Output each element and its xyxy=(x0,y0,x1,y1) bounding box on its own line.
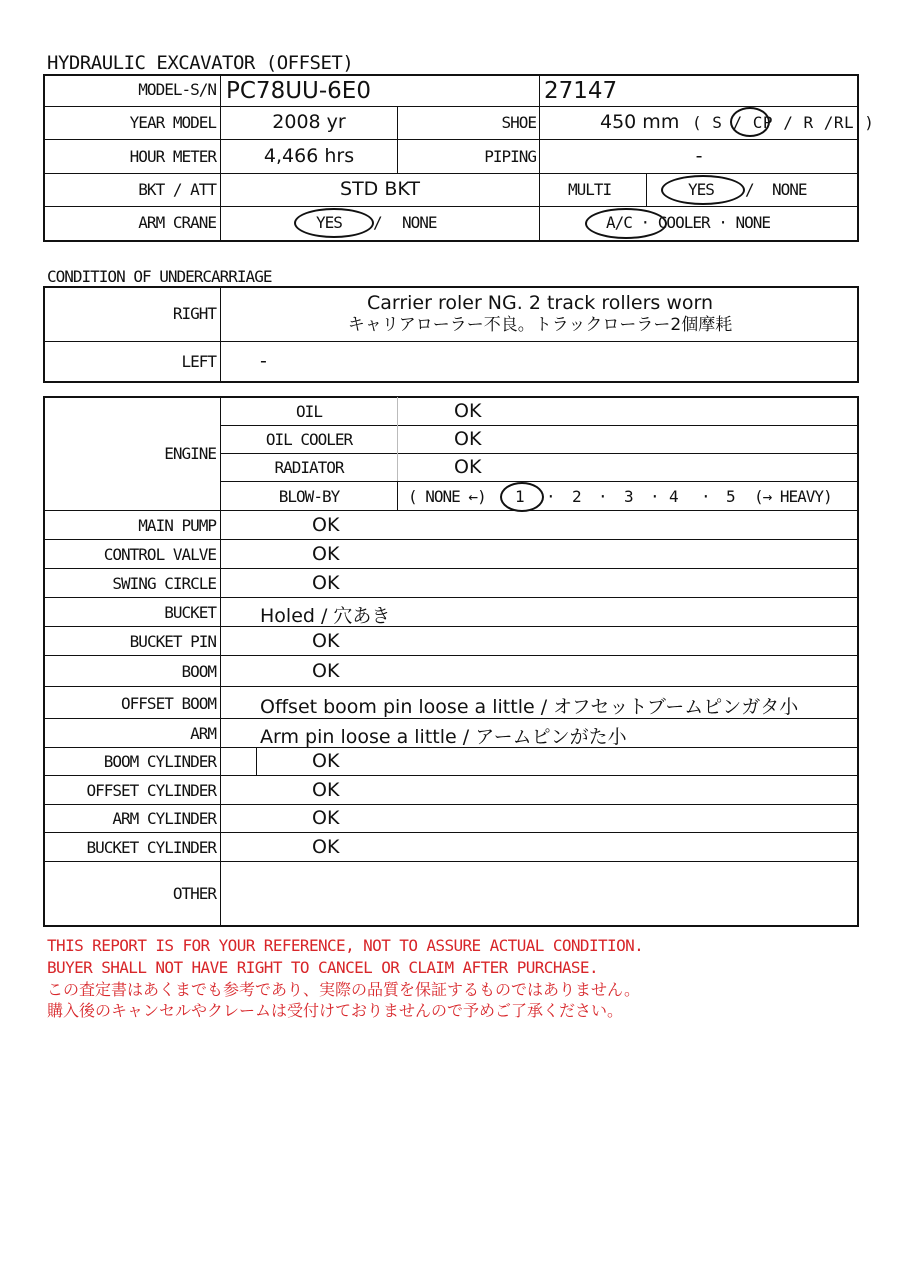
main-pump-label: MAIN PUMP xyxy=(138,516,216,535)
ac-options: A/C · COOLER · NONE xyxy=(606,213,771,232)
blowby-level-4: 4 xyxy=(669,487,678,506)
right-value-en: Carrier roler NG. 2 track rollers worn xyxy=(366,292,714,314)
multi-selected-circle xyxy=(661,175,745,205)
offset-boom-value: Offset boom pin loose a little / オフセットブームピンガタ小 xyxy=(260,696,799,718)
ac-selected-circle xyxy=(585,208,667,239)
left-value: - xyxy=(260,350,267,372)
radiator-label: RADIATOR xyxy=(274,458,344,477)
hour-meter-label: HOUR METER xyxy=(129,147,216,166)
piping-label: PIPING xyxy=(484,147,536,166)
shoe-selected-circle xyxy=(730,107,770,137)
page-title: HYDRAULIC EXCAVATOR (OFFSET) xyxy=(47,52,354,74)
arm-crane-label: ARM CRANE xyxy=(138,213,216,232)
model-label: MODEL-S/N xyxy=(138,80,216,99)
other-label: OTHER xyxy=(172,884,216,903)
engine-label: ENGINE xyxy=(164,444,216,463)
bucket-cylinder-label: BUCKET CYLINDER xyxy=(86,838,216,857)
bkt-att-value: STD BKT xyxy=(340,178,420,200)
swing-circle-value: OK xyxy=(312,572,340,594)
offset-cylinder-value: OK xyxy=(312,779,340,801)
offset-boom-label: OFFSET BOOM xyxy=(121,694,216,713)
bucket-value: Holed / 穴あき xyxy=(260,605,391,627)
blowby-level-5: 5 xyxy=(726,487,735,506)
offset-cylinder-label: OFFSET CYLINDER xyxy=(86,781,216,800)
control-valve-value: OK xyxy=(312,543,340,565)
undercarriage-heading: CONDITION OF UNDERCARRIAGE xyxy=(47,267,272,286)
left-label: LEFT xyxy=(181,352,216,371)
hour-meter-value: 4,466 hrs xyxy=(263,145,355,167)
bkt-att-label: BKT / ATT xyxy=(138,180,216,199)
blowby-heavy: (→ HEAVY) xyxy=(754,487,832,506)
disclaimer-line-2: BUYER SHALL NOT HAVE RIGHT TO CANCEL OR CLAIM AFTER PURCHASE. xyxy=(47,958,599,977)
arm-value: Arm pin loose a little / アームピンがた小 xyxy=(260,726,627,748)
oil-value: OK xyxy=(454,400,482,422)
shoe-options: ( S / CP / R /RL ) xyxy=(692,113,875,132)
blowby-label: BLOW-BY xyxy=(278,487,340,506)
serial-value: 27147 xyxy=(544,78,618,104)
arm-crane-selected-circle xyxy=(294,208,374,238)
boom-cylinder-value: OK xyxy=(312,750,340,772)
year-label: YEAR MODEL xyxy=(129,113,216,132)
bucket-pin-label: BUCKET PIN xyxy=(129,632,216,651)
right-value-jp: キャリアローラー不良。トラックローラー2個摩耗 xyxy=(347,315,733,335)
boom-value: OK xyxy=(312,660,340,682)
blowby-level-3: 3 xyxy=(624,487,633,506)
bucket-pin-value: OK xyxy=(312,630,340,652)
blowby-selected-circle xyxy=(500,482,544,512)
model-value: PC78UU-6E0 xyxy=(226,78,371,104)
radiator-value: OK xyxy=(454,456,482,478)
multi-label: MULTI xyxy=(568,180,612,199)
multi-yes: YES xyxy=(688,180,714,199)
arm-crane-none: NONE xyxy=(402,213,437,232)
disclaimer-line-3: この査定書はあくまでも参考であり、実際の品質を保証するものではありません。 xyxy=(47,980,640,999)
control-valve-label: CONTROL VALVE xyxy=(103,545,216,564)
swing-circle-label: SWING CIRCLE xyxy=(112,574,216,593)
blowby-level-1: 1 xyxy=(515,487,524,506)
arm-cylinder-label: ARM CYLINDER xyxy=(112,809,216,828)
oil-label: OIL xyxy=(296,402,322,421)
year-value: 2008 yr xyxy=(272,111,346,133)
main-pump-value: OK xyxy=(312,514,340,536)
shoe-size: 450 mm xyxy=(600,111,680,133)
bucket-cylinder-value: OK xyxy=(312,836,340,858)
shoe-label: SHOE xyxy=(501,113,536,132)
right-label: RIGHT xyxy=(172,304,216,323)
arm-cylinder-value: OK xyxy=(312,807,340,829)
disclaimer-line-4: 購入後のキャンセルやクレームは受付けておりませんので予めご了承ください。 xyxy=(47,1001,624,1020)
arm-crane-yes: YES xyxy=(316,213,342,232)
oil-cooler-value: OK xyxy=(454,428,482,450)
blowby-none: ( NONE ←) xyxy=(408,487,486,506)
piping-value: - xyxy=(695,145,703,167)
boom-label: BOOM xyxy=(181,662,216,681)
arm-crane-separator: / xyxy=(373,213,382,232)
multi-separator: / xyxy=(745,180,754,199)
arm-label: ARM xyxy=(190,724,216,743)
blowby-level-2: 2 xyxy=(572,487,581,506)
boom-cylinder-label: BOOM CYLINDER xyxy=(103,752,216,771)
oil-cooler-label: OIL COOLER xyxy=(265,430,353,449)
disclaimer-line-1: THIS REPORT IS FOR YOUR REFERENCE, NOT TO ASSURE ACTUAL CONDITION. xyxy=(47,936,644,955)
multi-none: NONE xyxy=(772,180,807,199)
bucket-label: BUCKET xyxy=(164,603,216,622)
